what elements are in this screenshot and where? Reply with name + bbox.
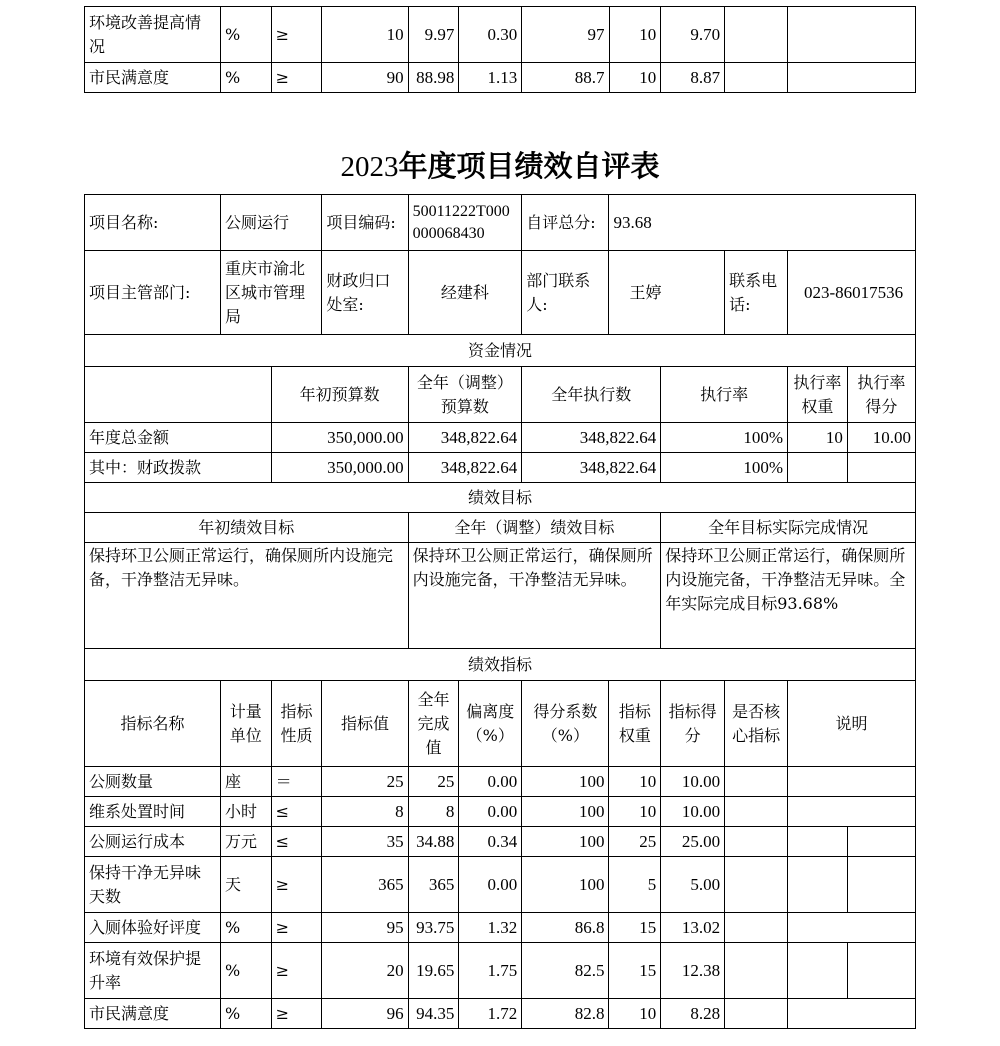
funds-initial: 350,000.00 [271, 453, 408, 483]
table-row [85, 797, 916, 827]
indicator-actual: 9.97 [408, 7, 459, 63]
indicator-unit: 小时 [220, 797, 271, 827]
project-name: 公厕运行 [220, 195, 321, 251]
indicator-coef: 97 [522, 7, 609, 63]
indicator-note [788, 857, 848, 913]
indicator-note-extra [847, 827, 915, 857]
header-core: 是否核心指标 [725, 681, 788, 767]
page-title [0, 146, 1000, 187]
indicator-name: 入厕体验好评度 [85, 913, 221, 943]
indicator-weight: 15 [609, 913, 661, 943]
indicator-coef: 100 [522, 827, 609, 857]
funds-section-title: 资金情况 [85, 335, 916, 367]
indicator-core [725, 63, 788, 93]
self-evaluation-table [84, 194, 916, 1029]
indicator-name: 公厕数量 [85, 767, 221, 797]
indicator-name: 公厕运行成本 [85, 827, 221, 857]
indicator-score: 8.28 [661, 999, 725, 1029]
indicator-score: 13.02 [661, 913, 725, 943]
indicator-core [725, 999, 788, 1029]
indicator-name: 保持干净无异味天数 [85, 857, 221, 913]
funds-adjusted: 348,822.64 [408, 453, 522, 483]
contact-label: 部门联系人: [522, 251, 609, 335]
funds-header-executed: 全年执行数 [522, 367, 661, 423]
header-nature: 指标性质 [271, 681, 322, 767]
title-year: 2023 [340, 151, 399, 183]
indicator-coef: 100 [522, 797, 609, 827]
indicator-nature: ≥ [271, 7, 322, 63]
title-text: 年度项目绩效自评表 [398, 149, 660, 183]
header-target: 指标值 [322, 681, 408, 767]
indicator-score: 9.70 [661, 7, 725, 63]
funds-row-label: 其中：财政拨款 [85, 453, 272, 483]
indicator-coef: 82.8 [522, 999, 609, 1029]
goals-content-row [85, 543, 916, 649]
goals-header-row [85, 513, 916, 543]
indicator-note [788, 913, 916, 943]
indicator-core [725, 797, 788, 827]
phone-number: 023-86017536 [788, 251, 916, 335]
dept-label: 项目主管部门: [85, 251, 221, 335]
goals-header-actual: 全年目标实际完成情况 [661, 513, 916, 543]
indicator-target: 10 [322, 7, 408, 63]
header-coef: 得分系数（%） [522, 681, 609, 767]
self-score: 93.68 [609, 195, 916, 251]
indicator-deviation: 1.75 [459, 943, 522, 999]
indicator-nature: ≤ [271, 797, 322, 827]
indicator-note [788, 63, 916, 93]
indicator-note [788, 767, 916, 797]
table-row [85, 63, 916, 93]
goals-section-title: 绩效目标 [85, 483, 916, 513]
indicator-coef: 100 [522, 767, 609, 797]
table-row [85, 767, 916, 797]
indicator-unit: 万元 [220, 827, 271, 857]
indicator-target: 25 [322, 767, 408, 797]
funds-header-initial: 年初预算数 [271, 367, 408, 423]
header-note: 说明 [788, 681, 916, 767]
table-row [85, 943, 916, 999]
dept-name: 重庆市渝北区城市管理局 [220, 251, 321, 335]
indicator-unit: % [220, 999, 271, 1029]
indicator-name: 市民满意度 [85, 63, 221, 93]
header-weight: 指标权重 [609, 681, 661, 767]
indicator-note [788, 827, 848, 857]
funds-score: 10.00 [847, 423, 915, 453]
previous-indicators-table [84, 6, 916, 93]
funds-header-row [85, 367, 916, 423]
indicator-target: 8 [322, 797, 408, 827]
indicator-target: 35 [322, 827, 408, 857]
phone-label: 联系电话: [725, 251, 788, 335]
table-row [85, 423, 916, 453]
indicator-deviation: 1.13 [459, 63, 522, 93]
table-row [85, 999, 916, 1029]
table-row [85, 7, 916, 63]
indicator-nature: ≥ [271, 943, 322, 999]
indicators-header-row [85, 681, 916, 767]
indicator-target: 95 [322, 913, 408, 943]
goals-actual-text: 保持环卫公厕正常运行，确保厕所内设施完备，干净整洁无异味。全年实际完成目标93.68% [661, 543, 916, 649]
indicator-deviation: 0.00 [459, 767, 522, 797]
indicator-nature: ≥ [271, 999, 322, 1029]
indicator-nature: ≥ [271, 857, 322, 913]
funds-header-adjusted: 全年（调整）预算数 [408, 367, 522, 423]
goals-header-adjusted: 全年（调整）绩效目标 [408, 513, 661, 543]
indicator-note-extra [847, 857, 915, 913]
finance-office: 经建科 [408, 251, 522, 335]
goals-adjusted-text: 保持环卫公厕正常运行，确保厕所内设施完备，干净整洁无异味。 [408, 543, 661, 649]
indicator-actual: 34.88 [408, 827, 459, 857]
indicator-core [725, 943, 788, 999]
funds-score [847, 453, 915, 483]
indicator-score: 25.00 [661, 827, 725, 857]
indicator-coef: 82.5 [522, 943, 609, 999]
indicator-nature: ＝ [271, 767, 322, 797]
indicator-nature: ≥ [271, 913, 322, 943]
indicator-unit: 座 [220, 767, 271, 797]
indicator-coef: 100 [522, 857, 609, 913]
funds-header-rate: 执行率 [661, 367, 788, 423]
indicator-coef: 88.7 [522, 63, 609, 93]
indicator-weight: 10 [609, 999, 661, 1029]
indicator-target: 20 [322, 943, 408, 999]
funds-rate: 100% [661, 423, 788, 453]
header-score: 指标得分 [661, 681, 725, 767]
funds-initial: 350,000.00 [271, 423, 408, 453]
indicator-weight: 10 [609, 767, 661, 797]
goals-header-initial: 年初绩效目标 [85, 513, 409, 543]
info-row [85, 251, 916, 335]
indicator-unit: % [220, 7, 271, 63]
indicator-deviation: 0.00 [459, 857, 522, 913]
indicator-nature: ≤ [271, 827, 322, 857]
project-code-label: 项目编码: [322, 195, 408, 251]
funds-weight [788, 453, 848, 483]
goals-section-row [85, 483, 916, 513]
indicator-core [725, 767, 788, 797]
indicator-target: 365 [322, 857, 408, 913]
project-code: 50011222T000000068430 [408, 195, 522, 251]
table-row [85, 827, 916, 857]
indicator-name: 环境有效保护提升率 [85, 943, 221, 999]
table-row [85, 453, 916, 483]
indicator-core [725, 913, 788, 943]
indicator-score: 12.38 [661, 943, 725, 999]
indicator-note [788, 999, 916, 1029]
table-row [85, 913, 916, 943]
self-score-label: 自评总分: [522, 195, 609, 251]
indicator-actual: 93.75 [408, 913, 459, 943]
indicator-core [725, 7, 788, 63]
indicator-weight: 15 [609, 943, 661, 999]
indicator-score: 10.00 [661, 797, 725, 827]
indicator-actual: 94.35 [408, 999, 459, 1029]
indicator-unit: % [220, 943, 271, 999]
indicator-core [725, 857, 788, 913]
header-actual: 全年完成值 [408, 681, 459, 767]
header-deviation: 偏离度（%） [459, 681, 522, 767]
funds-executed: 348,822.64 [522, 423, 661, 453]
indicator-note [788, 943, 848, 999]
indicator-actual: 365 [408, 857, 459, 913]
indicator-note [788, 7, 916, 63]
funds-header-weight: 执行率权重 [788, 367, 848, 423]
indicator-note [788, 797, 916, 827]
indicator-name: 市民满意度 [85, 999, 221, 1029]
indicator-weight: 10 [609, 797, 661, 827]
indicator-score: 10.00 [661, 767, 725, 797]
indicator-unit: 天 [220, 857, 271, 913]
info-row [85, 195, 916, 251]
indicator-core [725, 827, 788, 857]
contact-person: 王婷 [609, 251, 725, 335]
indicator-coef: 86.8 [522, 913, 609, 943]
indicator-note-extra [847, 943, 915, 999]
goals-initial-text: 保持环卫公厕正常运行，确保厕所内设施完备，干净整洁无异味。 [85, 543, 409, 649]
indicator-target: 90 [322, 63, 408, 93]
indicator-weight: 25 [609, 827, 661, 857]
indicator-deviation: 0.34 [459, 827, 522, 857]
funds-weight: 10 [788, 423, 848, 453]
table-row [85, 857, 916, 913]
project-name-label: 项目名称: [85, 195, 221, 251]
indicator-name: 环境改善提高情况 [85, 7, 221, 63]
indicator-actual: 88.98 [408, 63, 459, 93]
indicators-section-row [85, 649, 916, 681]
indicator-score: 5.00 [661, 857, 725, 913]
indicator-name: 维系处置时间 [85, 797, 221, 827]
funds-section-row [85, 335, 916, 367]
indicator-nature: ≥ [271, 63, 322, 93]
indicator-actual: 8 [408, 797, 459, 827]
funds-header-score: 执行率得分 [847, 367, 915, 423]
header-indicator-name: 指标名称 [85, 681, 221, 767]
indicator-unit: % [220, 63, 271, 93]
funds-row-label: 年度总金额 [85, 423, 272, 453]
indicator-deviation: 1.72 [459, 999, 522, 1029]
indicator-unit: % [220, 913, 271, 943]
funds-rate: 100% [661, 453, 788, 483]
indicator-weight: 10 [609, 7, 661, 63]
funds-header-blank [85, 367, 272, 423]
indicator-score: 8.87 [661, 63, 725, 93]
indicator-deviation: 1.32 [459, 913, 522, 943]
funds-adjusted: 348,822.64 [408, 423, 522, 453]
indicator-weight: 10 [609, 63, 661, 93]
indicator-deviation: 0.00 [459, 797, 522, 827]
indicator-weight: 5 [609, 857, 661, 913]
funds-executed: 348,822.64 [522, 453, 661, 483]
indicators-section-title: 绩效指标 [85, 649, 916, 681]
header-unit: 计量单位 [220, 681, 271, 767]
finance-label: 财政归口处室: [322, 251, 408, 335]
indicator-target: 96 [322, 999, 408, 1029]
indicator-deviation: 0.30 [459, 7, 522, 63]
indicator-actual: 25 [408, 767, 459, 797]
indicator-actual: 19.65 [408, 943, 459, 999]
